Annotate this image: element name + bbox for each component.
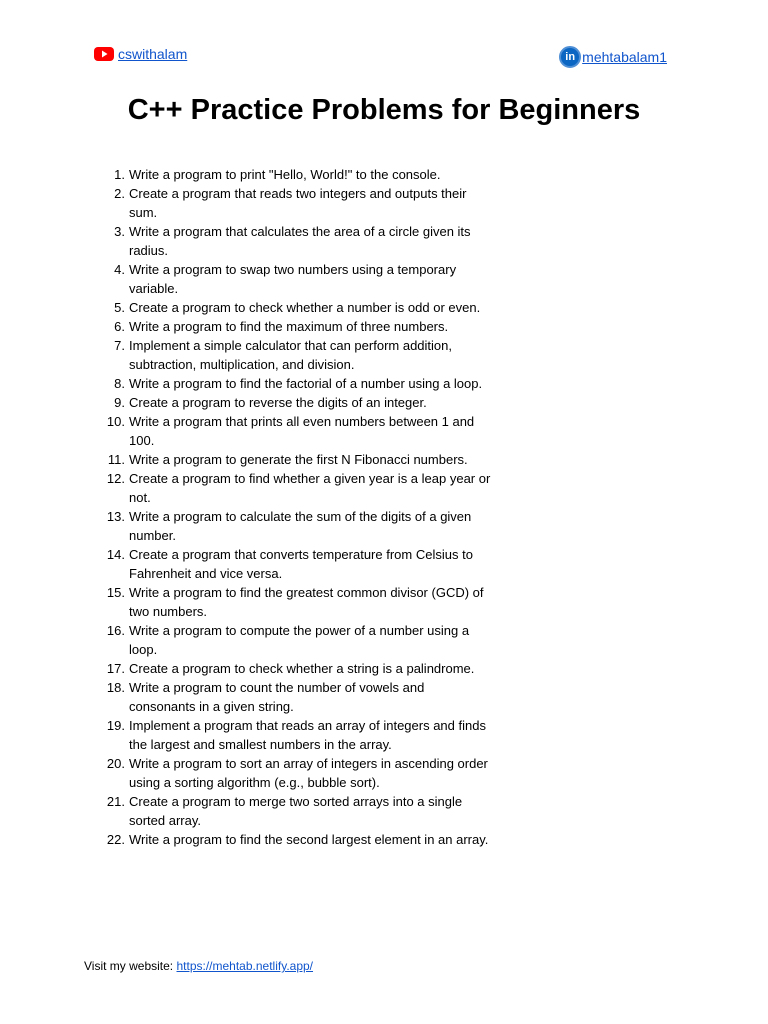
problem-item [100,469,491,507]
problem-number: 2. [114,186,125,201]
problem-item [100,678,491,716]
problem-number: 8. [114,376,125,391]
problem-number: 11. [107,452,125,467]
problem-item [100,165,491,184]
problem-number: 3. [114,224,125,239]
problem-item [100,374,491,393]
problem-number: 5. [114,300,125,315]
website-link[interactable]: https://mehtab.netlify.app/ [176,959,314,973]
problem-text: Write a program to swap two numbers using a temporary variable. [129,262,457,296]
problem-item [100,792,491,830]
problem-text: Implement a program that reads an array of integers and finds the largest and smallest numbers in the array. [129,718,486,752]
problem-text: Write a program to calculate the sum of the digits of a given number. [129,509,472,543]
youtube-channel-link[interactable] [94,46,187,62]
problem-number: 21. [106,794,125,809]
problem-number: 4. [114,262,125,277]
problem-number: 18. [106,680,125,695]
problem-number: 9. [114,395,125,410]
problem-item [100,222,491,260]
problem-number: 22. [106,832,125,847]
problem-item [100,545,491,583]
problem-number: 17. [106,661,125,676]
problem-text: Create a program that reads two integers and outputs their sum. [129,186,467,220]
problem-number: 15. [106,585,125,600]
problem-item [100,336,491,374]
problem-text: Write a program to find the second largest element in an array. [129,832,489,847]
linkedin-profile-link[interactable] [559,46,667,68]
problem-number: 20. [106,756,125,771]
problem-text: Write a program that calculates the area of a circle given its radius. [129,224,471,258]
problem-item [100,393,491,412]
problem-list [100,165,500,849]
problem-text: Write a program to generate the first N Fibonacci numbers. [129,452,468,467]
problem-number: 7. [114,338,125,353]
problem-text: Create a program to check whether a string is a palindrome. [129,661,475,676]
problem-text: Write a program to find the greatest common divisor (GCD) of two numbers. [129,585,484,619]
problem-text: Create a program to reverse the digits of an integer. [129,395,427,410]
linkedin-icon: in [559,46,581,68]
problem-number: 12. [106,471,125,486]
problem-text: Create a program to merge two sorted arrays into a single sorted array. [129,794,463,828]
problem-item [100,507,491,545]
problem-text: Write a program to sort an array of integers in ascending order using a sorting algorithm (e.g., bubble sort). [129,756,488,790]
problem-item [100,659,491,678]
problem-number: 13. [106,509,125,524]
problem-number: 19. [106,718,125,733]
problem-text: Write a program to print "Hello, World!" to the console. [129,167,441,182]
footer [84,959,313,973]
problem-number: 1. [114,167,125,182]
youtube-handle[interactable]: cswithalam [118,46,188,62]
problem-text: Create a program that converts temperature from Celsius to Fahrenheit and vice versa. [129,547,473,581]
youtube-icon [94,47,114,61]
problem-text: Create a program to find whether a given year is a leap year or not. [129,471,491,505]
problem-item [100,260,491,298]
problem-text: Write a program to count the number of vowels and consonants in a given string. [129,680,425,714]
problem-item [100,298,491,317]
problem-number: 6. [114,319,125,334]
problem-number: 10. [106,414,125,429]
problem-item [100,754,491,792]
problem-item [100,583,491,621]
page-title: C++ Practice Problems for Beginners [127,94,641,126]
problem-item [100,412,491,450]
problem-text: Create a program to check whether a number is odd or even. [129,300,481,315]
problem-number: 16. [106,623,125,638]
problem-item [100,184,491,222]
problem-number: 14. [106,547,125,562]
problem-item [100,621,491,659]
problem-text: Write a program to find the maximum of three numbers. [129,319,449,334]
problem-text: Write a program that prints all even numbers between 1 and 100. [129,414,475,448]
problem-text: Implement a simple calculator that can perform addition, subtraction, multiplication, and division. [129,338,452,372]
linkedin-handle[interactable]: mehtabalam1 [582,49,667,65]
problem-item [100,317,491,336]
problem-item [100,450,491,469]
problem-text: Write a program to compute the power of a number using a loop. [129,623,470,657]
problem-item [100,830,491,849]
problem-text: Write a program to find the factorial of a number using a loop. [129,376,483,391]
footer-label: Visit my website: [84,959,177,973]
problem-item [100,716,491,754]
